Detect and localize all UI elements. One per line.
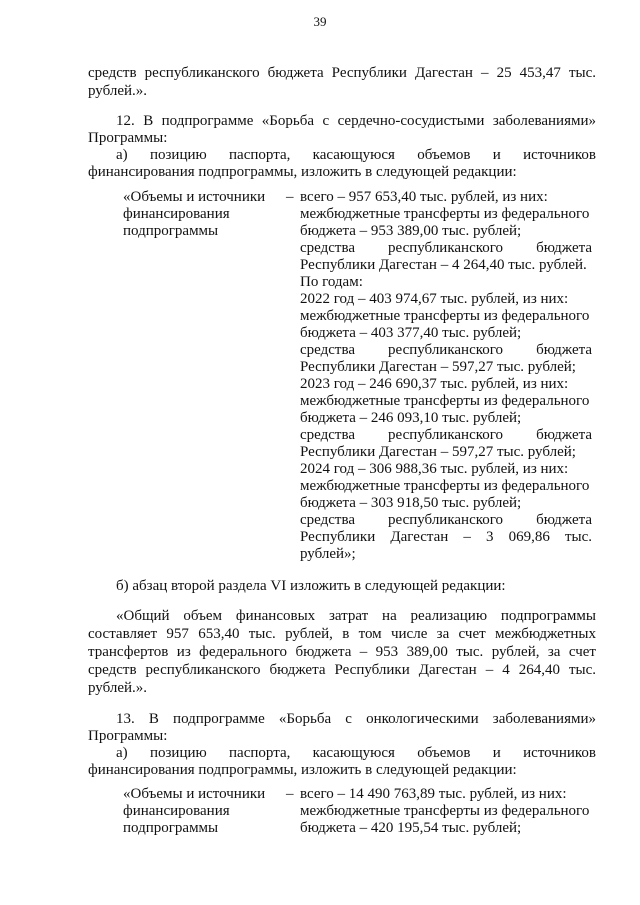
passport-value-line: 2023 год – 246 690,37 тыс. рублей, из них: [300,376,569,392]
intro-line-1: средств республиканского бюджета Республики Дагестан – 25 453,47 тыс. [88,65,596,81]
section-13-item-a-cont: финансирования подпрограммы, изложить в следующей редакции: [88,762,517,778]
intro-line-2: рублей.». [88,83,148,99]
passport-label-line: «Объемы и источники [123,786,266,802]
quote-line: составляет 957 653,40 тыс. рублей, в том числе за счет межбюджетных [88,626,596,642]
passport-value-line: межбюджетные трансферты из федерального [300,393,590,409]
section-13-heading-cont: Программы: [88,728,168,744]
quote-line: рублей.». [88,680,148,696]
passport-value-line: Республики Дагестан – 4 264,40 тыс. рублей. [300,257,587,273]
passport-label-line: финансирования [123,803,230,819]
passport-value-line: бюджета – 420 195,54 тыс. рублей; [300,820,522,836]
section-12-item-b: б) абзац второй раздела VI изложить в следующей редакции: [116,578,506,594]
passport-label-line: финансирования [123,206,230,222]
page-number: 39 [313,14,327,29]
passport-value-line: 2022 год – 403 974,67 тыс. рублей, из них: [300,291,569,307]
passport-value-line: всего – 957 653,40 тыс. рублей, из них: [300,189,548,205]
passport-value-line: Республики Дагестан – 3 069,86 тыс. [300,529,592,545]
passport-value-line: межбюджетные трансферты из федерального [300,478,590,494]
section-12-item-a-cont: финансирования подпрограммы, изложить в следующей редакции: [88,164,517,180]
passport-value-line: рублей»; [300,546,356,562]
quote-line: трансфертов из федерального бюджета – 953 389,00 тыс. рублей, за счет [88,644,596,660]
passport-value-line: средства республиканского бюджета [300,427,592,443]
quote-line: средств республиканского бюджета Республики Дагестан – 4 264,40 тыс. [88,662,596,678]
passport-label-line: подпрограммы [123,223,219,239]
section-13-item-a: а) позицию паспорта, касающуюся объемов и источников [116,745,596,761]
passport-value-line: межбюджетные трансферты из федерального [300,308,590,324]
passport-dash: – [286,189,294,205]
passport-value-line: бюджета – 403 377,40 тыс. рублей; [300,325,522,341]
passport-value-line: бюджета – 953 389,00 тыс. рублей; [300,223,522,239]
passport-value-line: межбюджетные трансферты из федерального [300,206,590,222]
passport-value-line: 2024 год – 306 988,36 тыс. рублей, из них: [300,461,569,477]
section-12-item-a: а) позицию паспорта, касающуюся объемов и источников [116,147,596,163]
passport-value-line: средства республиканского бюджета [300,342,592,358]
passport-value-line: бюджета – 303 918,50 тыс. рублей; [300,495,522,511]
passport-value-line: средства республиканского бюджета [300,512,592,528]
passport-value-line: средства республиканского бюджета [300,240,592,256]
passport-dash: – [286,786,294,802]
section-12-heading: 12. В подпрограмме «Борьба с сердечно-сосудистыми заболеваниями» [116,113,596,129]
passport-value-line: Республики Дагестан – 597,27 тыс. рублей; [300,359,576,375]
passport-label-line: подпрограммы [123,820,219,836]
section-12-heading-cont: Программы: [88,130,168,146]
passport-value-line: всего – 14 490 763,89 тыс. рублей, из них: [300,786,567,802]
passport-value-line: межбюджетные трансферты из федерального [300,803,590,819]
section-13-heading: 13. В подпрограмме «Борьба с онкологическими заболеваниями» [116,711,596,727]
passport-label-line: «Объемы и источники [123,189,266,205]
passport-value-line: По годам: [300,274,363,290]
quote-line: «Общий объем финансовых затрат на реализацию подпрограммы [116,608,596,624]
passport-value-line: Республики Дагестан – 597,27 тыс. рублей; [300,444,576,460]
passport-value-line: бюджета – 246 093,10 тыс. рублей; [300,410,522,426]
